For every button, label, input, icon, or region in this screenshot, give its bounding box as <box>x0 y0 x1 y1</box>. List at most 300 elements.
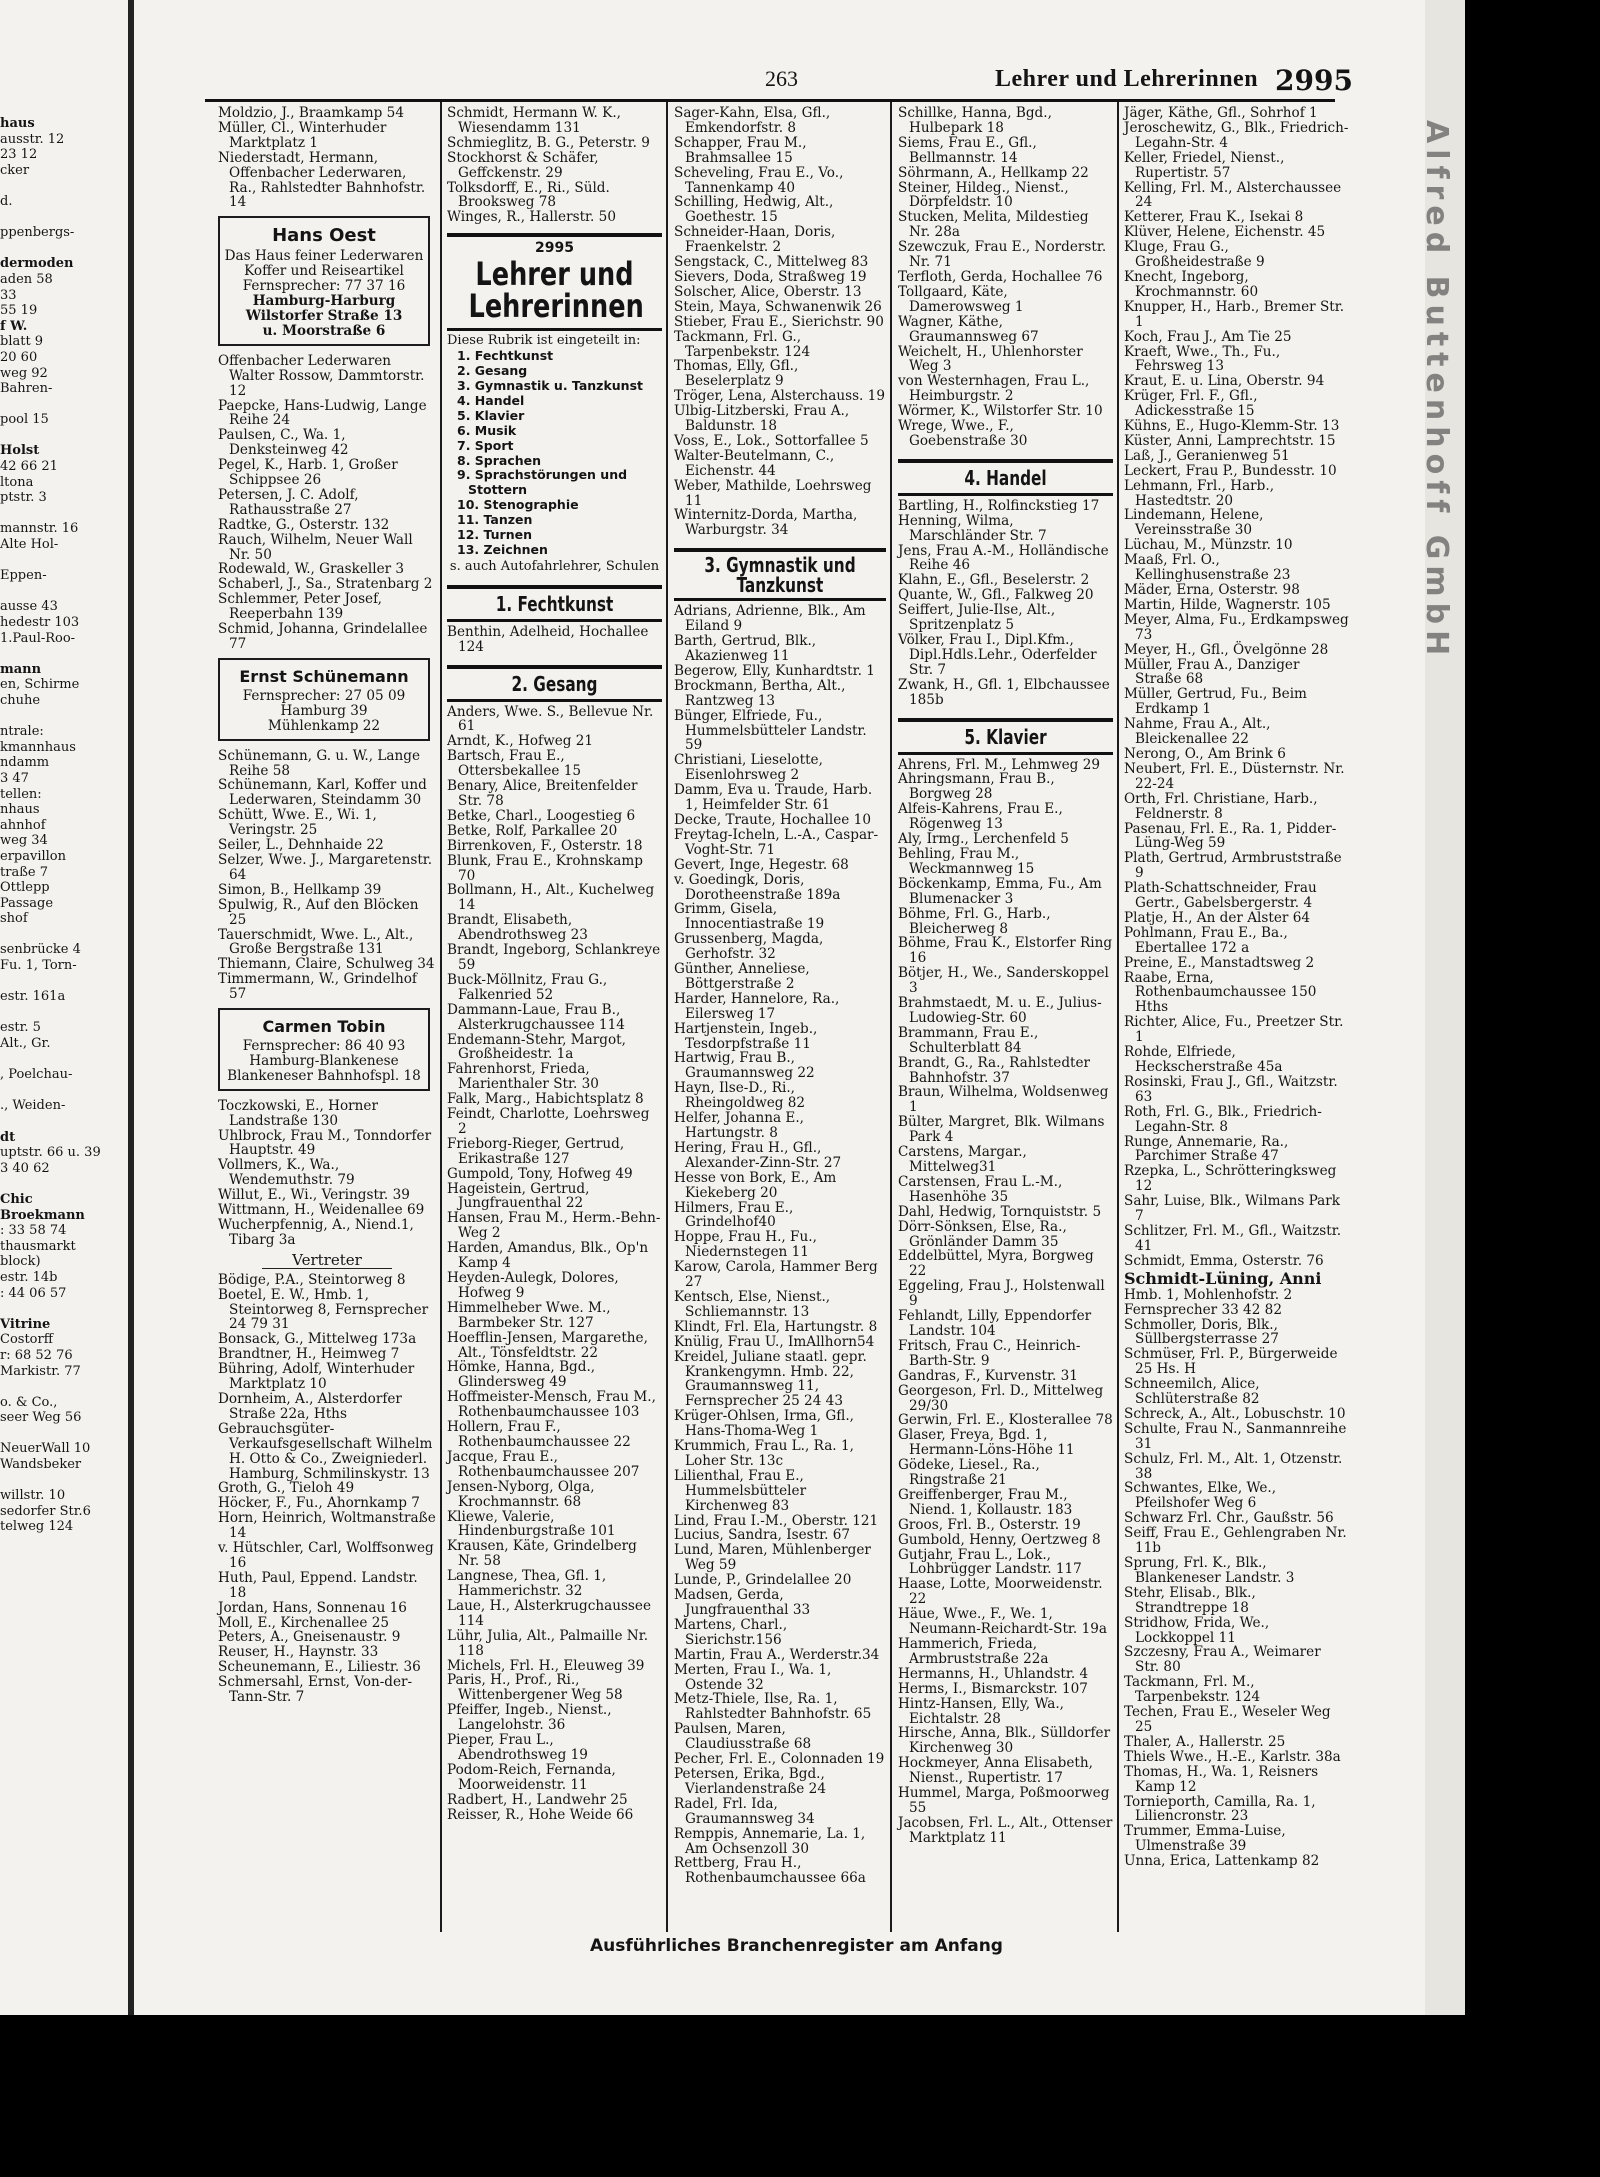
directory-entry: Schlitzer, Frl. M., Gfl., Waitzstr. 41 <box>1124 1222 1342 1254</box>
cropped-entry: ausstr. 12 <box>0 131 65 147</box>
directory-entry: Plath, Gertrud, Armbruststraße 9 <box>1124 850 1342 882</box>
section-banner <box>674 548 886 601</box>
ad-carmen-tobin <box>218 1008 430 1091</box>
directory-entry: Herms, I., Bismarckstr. 107 <box>898 1680 1088 1697</box>
directory-entry: Greiffenberger, Frau M., Niend. 1, Kollaustr. 183 <box>898 1486 1073 1518</box>
directory-entry: Meyer, Alma, Fu., Erdkampsweg 73 <box>1124 611 1349 643</box>
directory-entry: Kentsch, Else, Nienst., Schliemannstr. 13 <box>674 1288 831 1320</box>
cropped-entry: r: 68 52 76 <box>0 1347 73 1363</box>
directory-entry: Aly, Irmg., Lerchenfeld 5 <box>898 831 1069 848</box>
directory-entry: Schünemann, Karl, Koffer und Lederwaren, Steindamm 30 <box>218 777 427 809</box>
cropped-entry: estr. 14b <box>0 1269 58 1285</box>
cropped-entry <box>0 397 126 413</box>
directory-entry: Bonsack, G., Mittelweg 173a <box>218 1331 417 1348</box>
directory-entry: Platje, H., An der Alster 64 <box>1124 909 1311 926</box>
cropped-entry: aden 58 <box>0 271 53 287</box>
column-4 <box>898 106 1113 1846</box>
directory-entry: Pecher, Frl. E., Colonnaden 19 <box>674 1751 885 1768</box>
cropped-entry: blatt 9 <box>0 334 44 350</box>
directory-entry: Brandt, Elisabeth, Abendrothsweg 23 <box>447 912 588 944</box>
toc-item: 7. Sport <box>457 437 514 453</box>
directory-entry: Decke, Traute, Hochallee 10 <box>674 811 871 828</box>
cropped-entry <box>0 241 126 257</box>
directory-entry: Nerong, O., Am Brink 6 <box>1124 745 1286 762</box>
cropped-entry: dermoden <box>0 256 74 272</box>
cropped-entry: hedestr 103 <box>0 615 80 630</box>
cropped-entry <box>0 1426 126 1442</box>
ad-line: Hamburg-Blankenese <box>249 1052 399 1069</box>
directory-entry: Müller, Cl., Winterhuder Marktplatz 1 <box>218 119 387 151</box>
directory-entry: Benary, Alice, Breitenfelder Str. 78 <box>447 778 638 809</box>
cropped-entry: ptstr. 3 <box>0 490 47 506</box>
directory-entry: Schreck, A., Alt., Lobuschstr. 10 <box>1124 1405 1346 1422</box>
directory-entry: Harder, Hannelore, Ra., Eilersweg 17 <box>674 990 840 1022</box>
directory-entry: Winternitz-Dorda, Martha, Warburgstr. 34 <box>674 507 858 539</box>
running-title: Lehrer und Lehrerinnen <box>995 66 1259 92</box>
directory-entry: Böckenkamp, Emma, Fu., Am Blumenacker 3 <box>898 875 1102 907</box>
directory-entry: Pegel, K., Harb. 1, Großer Schippsee 26 <box>218 457 398 489</box>
directory-entry: Krummich, Frau L., Ra. 1, Loher Str. 13c <box>674 1438 854 1469</box>
directory-entry: Schmid, Johanna, Grindelallee 77 <box>218 621 428 652</box>
directory-entry: Söhrmann, A., Hellkamp 22 <box>898 164 1089 181</box>
ad-line: Koffer und Reiseartikel <box>244 263 404 280</box>
directory-entry: Böhme, Frau K., Elstorfer Ring 16 <box>898 935 1113 967</box>
directory-entry: Selzer, Wwe. J., Margaretenstr. 64 <box>218 851 433 883</box>
directory-entry: Harden, Amandus, Blk., Op'n Kamp 4 <box>447 1240 649 1272</box>
section-heading: 3. Gymnastik und Tanzkunst <box>704 553 856 598</box>
ad-line: Fernsprecher: 27 05 09 <box>242 687 406 704</box>
directory-entry: Horn, Heinrich, Woltmanstraße 14 <box>218 1510 436 1542</box>
directory-entry: Lunde, P., Grindelallee 20 <box>674 1572 852 1589</box>
directory-entry: Brockmann, Bertha, Alt., Rantzweg 13 <box>674 677 846 709</box>
directory-entry: Maaß, Frl. O., Kellinghusenstraße 23 <box>1124 552 1291 584</box>
directory-entry: Häue, Wwe., F., We. 1, Neumann-Reichardt-Str. 19a <box>898 1606 1107 1638</box>
cropped-entry: ltona <box>0 474 34 490</box>
directory-entry: Knecht, Ingeborg, Krochmannstr. 60 <box>1124 268 1259 300</box>
cropped-entry: ausse 43 <box>0 599 58 615</box>
cropped-entry: traße 7 <box>0 864 48 880</box>
directory-entry: Brandt, Ingeborg, Schlankreye 59 <box>447 942 661 973</box>
toc-item: 12. Turnen <box>457 527 532 543</box>
directory-entry: Rettberg, Frau H., Rothenbaumchaussee 66a <box>674 1855 866 1887</box>
page-header <box>135 64 1353 97</box>
toc-item: 4. Handel <box>457 392 525 408</box>
directory-entry: Lehmann, Frl., Harb., Hastedtstr. 20 <box>1124 477 1275 509</box>
cropped-entry: Eppen- <box>0 568 47 584</box>
directory-entry: Kliewe, Valerie, Hindenburgstraße 101 <box>447 1508 616 1540</box>
cropped-entry: ppenbergs- <box>0 225 75 241</box>
directory-entry: Martin, Frau A., Werderstr.34 <box>674 1646 880 1663</box>
directory-entry: Brahmstaedt, M. u. E., Julius-Ludowieg-Str. 60 <box>898 995 1102 1026</box>
directory-entry: Techen, Frau E., Weseler Weg 25 <box>1124 1704 1331 1735</box>
directory-entry: Paris, H., Prof., Ri., Wittenbergener Weg 58 <box>447 1672 623 1704</box>
directory-entry: Lilienthal, Frau E., Hummelsbütteler Kirchenweg 83 <box>674 1467 807 1514</box>
cropped-entry: Costorff <box>0 1332 53 1348</box>
directory-entry: Pohlmann, Frau E., Ba., Ebertallee 172 a <box>1124 924 1288 956</box>
directory-entry: Fahrenhorst, Frieda, Marienthaler Str. 30 <box>447 1061 599 1093</box>
directory-entry: Tauerschmidt, Wwe. L., Alt., Große Bergstraße 131 <box>218 926 414 958</box>
cropped-entry: Markistr. 77 <box>0 1363 81 1379</box>
directory-entry: Hollern, Frau F., Rothenbaumchaussee 22 <box>447 1419 631 1450</box>
directory-entry: Solscher, Alice, Oberstr. 13 <box>674 283 862 300</box>
directory-entry: Schneider-Haan, Doris, Fraenkelstr. 2 <box>674 224 836 256</box>
cropped-entry: Vitrine <box>0 1316 51 1332</box>
directory-entry: Martens, Charl., Sierichstr.156 <box>674 1616 788 1648</box>
directory-entry: Grussenberg, Magda, Gerhofstr. 32 <box>674 931 824 963</box>
directory-entry: Hintz-Hansen, Elly, Wa., Eichtalstr. 28 <box>898 1695 1064 1727</box>
cropped-entry: ., Weiden- <box>0 1098 66 1114</box>
section-banner <box>898 459 1113 496</box>
directory-entry: Paepcke, Hans-Ludwig, Lange Reihe 24 <box>218 397 427 429</box>
directory-entry: Sahr, Luise, Blk., Wilmans Park 7 <box>1124 1193 1340 1225</box>
directory-entry: Moll, E., Kirchenallee 25 <box>218 1614 390 1631</box>
cropped-entry: Broekmann <box>0 1207 85 1223</box>
directory-entry: Krüger-Ohlsen, Irma, Gfl., Hans-Thoma-Weg 1 <box>674 1408 854 1440</box>
directory-entry: Hermanns, H., Uhlandstr. 4 <box>898 1665 1089 1682</box>
directory-entry: Tornieporth, Camilla, Ra. 1, Liliencronstr. 23 <box>1124 1793 1316 1825</box>
ad-ernst-schuenemann <box>218 658 430 741</box>
directory-entry: Betke, Charl., Loogestieg 6 <box>447 807 636 824</box>
directory-entry: Stehr, Elisab., Blk., Strandtreppe 18 <box>1124 1584 1256 1616</box>
directory-entry: Lund, Maren, Mühlenberger Weg 59 <box>674 1542 871 1574</box>
directory-entry: Adrians, Adrienne, Blk., Am Eiland 9 <box>674 603 866 635</box>
cropped-entry <box>0 428 126 444</box>
cropped-entry: 42 66 21 <box>0 459 58 475</box>
column-divider <box>440 102 442 1932</box>
directory-entry: Moldzio, J., Braamkamp 54 <box>218 105 404 121</box>
directory-entry: Bödige, P.A., Steintorweg 8 <box>218 1271 406 1288</box>
directory-entry: Laue, H., Alsterkrugchaussee 114 <box>447 1597 651 1629</box>
directory-entry: Schmidt, Hermann W. K., Wiesendamm 131 <box>447 105 621 136</box>
cropped-entry <box>0 178 126 194</box>
cropped-entry: cker <box>0 162 30 178</box>
directory-entry: Lucius, Sandra, Isestr. 67 <box>674 1527 851 1544</box>
cropped-entry <box>0 1379 126 1395</box>
directory-entry: Orth, Frl. Christiane, Harb., Feldnerstr. 8 <box>1124 790 1318 822</box>
directory-entry: Meyer, H., Gfl., Övelgönne 28 <box>1124 641 1329 658</box>
ad-title: Carmen Tobin <box>262 1017 386 1037</box>
cropped-entry: dt <box>0 1129 16 1145</box>
directory-entry: Kühns, E., Hugo-Klemm-Str. 13 <box>1124 418 1340 435</box>
directory-entry: Knupper, H., Harb., Bremer Str. 1 <box>1124 298 1345 330</box>
directory-entry: Ulbig-Litzberski, Frau A., Baldunstr. 18 <box>674 403 850 435</box>
ad-title: Ernst Schünemann <box>239 666 409 686</box>
directory-entry: Schlemmer, Peter Josef, Reeperbahn 139 <box>218 591 382 623</box>
directory-entry: Böhme, Frl. G., Harb., Bleicherweg 8 <box>898 905 1051 937</box>
cropped-entry: erpavillon <box>0 848 66 864</box>
directory-entry: Hockmeyer, Anna Elisabeth, Nienst., Rupertistr. 17 <box>898 1755 1093 1787</box>
directory-entry: Stridhow, Frida, We., Lockkoppel 11 <box>1124 1614 1270 1646</box>
column-3 <box>674 106 886 1886</box>
directory-entry: Huth, Paul, Eppend. Landstr. 18 <box>218 1569 418 1601</box>
directory-entry: Gödeke, Liesel., Ra., Ringstraße 21 <box>898 1457 1040 1489</box>
column-divider <box>666 102 668 1932</box>
cropped-entry <box>0 506 126 522</box>
directory-entry: Buck-Möllnitz, Frau G., Falkenried 52 <box>447 971 608 1003</box>
directory-entry: Schütt, Wwe. E., Wi. 1, Veringstr. 25 <box>218 807 377 839</box>
directory-entry: Neubert, Frl. E., Düsternstr. Nr. 22-24 <box>1124 760 1345 792</box>
directory-entry: Rodewald, W., Graskeller 3 <box>218 561 405 578</box>
directory-entry: Schmersahl, Ernst, Von-der-Tann-Str. 7 <box>218 1674 413 1706</box>
directory-entry: Podom-Reich, Fernanda, Moorweidenstr. 11 <box>447 1761 616 1793</box>
cropped-entry: kmannhaus <box>0 739 76 755</box>
toc-item: 9. Sprachstörungen und Stottern <box>457 467 628 498</box>
directory-entry: Kraut, E. u. Lina, Oberstr. 94 <box>1124 373 1325 390</box>
directory-entry: Hoffmeister-Mensch, Frau M., Rothenbaumchaussee 103 <box>447 1389 656 1421</box>
directory-entry: Kelling, Frl. M., Alsterchaussee 24 <box>1124 179 1342 211</box>
directory-entry: Damm, Eva u. Traude, Harb. 1, Heimfelder Str. 61 <box>674 782 873 814</box>
directory-entry: Laß, J., Geranienweg 51 <box>1124 447 1290 464</box>
directory-entry: Knülig, Frau U., ImAllhorn54 <box>674 1333 875 1350</box>
directory-entry: Groos, Frl. B., Osterstr. 19 <box>898 1516 1081 1533</box>
directory-entry: Schulte, Frau N., Sanmannreihe 31 <box>1124 1420 1347 1452</box>
directory-entry: Radel, Frl. Ida, Graumannsweg 34 <box>674 1795 815 1827</box>
directory-entry: Jens, Frau A.-M., Holländische Reihe 46 <box>898 542 1109 574</box>
directory-entry: Hömke, Hanna, Bgd., Glindersweg 49 <box>447 1359 596 1391</box>
toc-item: 3. Gymnastik u. Tanzkunst <box>457 377 643 393</box>
cropped-entry: thausmarkt <box>0 1238 76 1254</box>
directory-entry: Wucherpfennig, A., Niend.1, Tibarg 3a <box>218 1217 414 1248</box>
directory-entry: Jordan, Hans, Sonnenau 16 <box>218 1599 407 1616</box>
cropped-entry <box>0 1473 126 1489</box>
directory-entry: Mäder, Erna, Osterstr. 98 <box>1124 582 1300 598</box>
directory-entry: Gandras, F., Kurvenstr. 31 <box>898 1367 1078 1384</box>
cropped-entry: Wandsbeker <box>0 1457 82 1473</box>
cropped-entry: Chic <box>0 1191 33 1207</box>
directory-entry: Schulz, Frl. M., Alt. 1, Otzenstr. 38 <box>1124 1450 1343 1482</box>
directory-entry: Jensen-Nyborg, Olga, Krochmannstr. 68 <box>447 1478 595 1510</box>
directory-entry: Schmieglitz, B. G., Peterstr. 9 <box>447 134 650 151</box>
section-number-banner: 2995 <box>535 240 574 257</box>
ad-line: Hamburg 39 <box>280 702 368 719</box>
directory-entry: Rzepka, L., Schrötteringksweg 12 <box>1124 1163 1337 1195</box>
directory-entry: Timmermann, W., Grindelhof 57 <box>218 971 417 1003</box>
section-number: 2995 <box>1275 64 1353 97</box>
cropped-entry: chuhe <box>0 692 41 708</box>
directory-entry: Szczesny, Frau A., Weimarer Str. 80 <box>1124 1644 1321 1676</box>
directory-entry: Gutjahr, Frau L., Lok., Lohbrügger Landstr. 117 <box>898 1546 1082 1578</box>
directory-entry: Hering, Frau H., Gfl., Alexander-Zinn-Str. 27 <box>674 1139 842 1171</box>
column-divider <box>890 102 892 1932</box>
directory-entry: Fritsch, Frau C., Heinrich-Barth-Str. 9 <box>898 1337 1081 1369</box>
directory-entry: Thiels Wwe., H.-E., Karlstr. 38a <box>1124 1748 1341 1765</box>
cropped-entry: nhaus <box>0 802 40 818</box>
directory-entry: Helfer, Johanna E., Hartungstr. 8 <box>674 1110 804 1141</box>
directory-entry: Hirsche, Anna, Blk., Sülldorfer Kirchenweg 30 <box>898 1725 1111 1757</box>
ad-title: Hans Oest <box>272 225 376 247</box>
directory-entry: Wrege, Wwe., F., Goebenstraße 30 <box>898 418 1028 449</box>
directory-entry: Arndt, K., Hofweg 21 <box>447 733 594 750</box>
cropped-entry: willstr. 10 <box>0 1488 66 1504</box>
directory-entry: Scheunemann, E., Liliestr. 36 <box>218 1659 421 1676</box>
directory-entry: Rosinski, Frau J., Gfl., Waitzstr. 63 <box>1124 1073 1338 1105</box>
cropped-entry: Ottlepp <box>0 880 50 896</box>
toc-item: 11. Tanzen <box>457 512 533 528</box>
directory-entry: Höcker, F., Fu., Ahornkamp 7 <box>218 1495 420 1512</box>
directory-entry: Voss, E., Lok., Sottorfallee 5 <box>674 432 869 449</box>
directory-entry: Dornheim, A., Alsterdorfer Straße 22a, Hths <box>218 1390 402 1422</box>
directory-entry: Gumbold, Henny, Oertzweg 8 <box>898 1531 1101 1548</box>
directory-entry: Blunk, Frau E., Krohnskamp 70 <box>447 852 643 884</box>
directory-entry: Müller, Gertrud, Fu., Beim Erdkamp 1 <box>1124 686 1307 718</box>
directory-entry: Rauch, Wilhelm, Neuer Wall Nr. 50 <box>218 531 413 563</box>
ad-hans-oest <box>218 216 430 345</box>
directory-entry: Carstensen, Frau L.-M., Hasenhöhe 35 <box>898 1173 1063 1205</box>
directory-entry: Wittmann, H., Weidenallee 69 <box>218 1202 425 1219</box>
directory-entry: Stein, Maya, Schwanenwik 26 <box>674 298 882 315</box>
directory-entry: Glaser, Freya, Bgd. 1, Hermann-Löns-Höhe 11 <box>898 1427 1075 1459</box>
left-cropped-column <box>0 116 126 1535</box>
directory-entry: Anders, Wwe. S., Bellevue Nr. 61 <box>447 703 654 735</box>
directory-entry: Plath-Schattschneider, Frau Gertr., Gabelsbergerstr. 4 <box>1124 880 1317 912</box>
directory-entry: Remppis, Annemarie, La. 1, Am Ochsenzoll 30 <box>674 1825 866 1857</box>
directory-entry: Brammann, Frau E., Schulterblatt 84 <box>898 1024 1039 1056</box>
directory-entry: Lind, Frau I.-M., Oberstr. 121 <box>674 1512 879 1529</box>
cropped-entry: pool 15 <box>0 412 49 428</box>
cropped-entry: 55 19 <box>0 303 38 319</box>
directory-entry: Langnese, Thea, Gfl. 1, Hammerichstr. 32 <box>447 1568 607 1600</box>
directory-entry: Schmüser, Frl. P., Bürgerweide 25 Hs. H <box>1124 1346 1338 1378</box>
directory-entry: Spulwig, R., Auf den Blöcken 25 <box>218 896 419 928</box>
directory-entry: Reisser, R., Hohe Weide 66 <box>447 1806 634 1823</box>
page-number: 263 <box>765 66 798 91</box>
directory-entry: Siems, Frau E., Gfl., Bellmannstr. 14 <box>898 134 1037 166</box>
cropped-entry: f W. <box>0 318 28 334</box>
cropped-entry: en, Schirme <box>0 677 80 693</box>
directory-entry: Terfloth, Gerda, Hochallee 76 <box>898 268 1103 285</box>
directory-entry: Radbert, H., Landwehr 25 <box>447 1791 628 1808</box>
see-also: s. auch Autofahrlehrer, Schulen <box>449 558 660 574</box>
directory-entry: Pieper, Frau L., Abendrothsweg 19 <box>447 1732 588 1763</box>
toc-item: 13. Zeichnen <box>457 541 548 557</box>
directory-entry: Freytag-Icheln, L.-A., Caspar-Voght-Str. 71 <box>674 826 879 858</box>
directory-entry: Krausen, Käte, Grindelberg Nr. 58 <box>447 1538 637 1570</box>
page-footer: Ausführliches Branchenregister am Anfang <box>590 1936 1003 1956</box>
directory-entry: Gumpold, Tony, Hofweg 49 <box>447 1165 633 1182</box>
section-banner <box>447 665 662 702</box>
cropped-entry: ntrale: <box>0 724 44 740</box>
directory-entry: Peters, A., Gneisenaustr. 9 <box>218 1629 401 1646</box>
directory-entry: Sievers, Doda, Straßweg 19 <box>674 268 867 285</box>
directory-entry: Radtke, G., Osterstr. 132 <box>218 516 390 533</box>
cropped-entry: Holst <box>0 443 40 459</box>
directory-entry: Hartwig, Frau B., Graumannsweg 22 <box>674 1050 815 1082</box>
directory-entry: Thomas, Elly, Gfl., Beselerplatz 9 <box>674 358 799 390</box>
toc-item: 6. Musik <box>457 422 517 438</box>
directory-entry: Bartsch, Frau E., Ottersbekallee 15 <box>447 748 582 780</box>
cropped-entry: : 44 06 57 <box>0 1285 67 1301</box>
directory-entry: Toczkowski, E., Horner Landstraße 130 <box>218 1097 378 1129</box>
directory-entry: Reuser, H., Haynstr. 33 <box>218 1644 379 1661</box>
directory-entry: Müller, Frau A., Danziger Straße 68 <box>1124 656 1300 688</box>
directory-entry: Dahl, Hedwig, Tornquiststr. 5 <box>898 1203 1102 1220</box>
ad-line: Blankeneser Bahnhofspl. 18 <box>227 1067 421 1084</box>
directory-entry: Klahn, E., Gfl., Beselerstr. 2 <box>898 572 1090 589</box>
directory-entry: Hageistein, Gertrud, Jungfrauenthal 22 <box>447 1180 590 1212</box>
directory-entry: Stockhorst & Schäfer, Geffckenstr. 29 <box>447 149 599 181</box>
directory-entry: Offenbacher Lederwaren Walter Rossow, Dammtorstr. 12 <box>218 352 425 399</box>
directory-entry: Alfeis-Kahrens, Frau E., Rögenweg 13 <box>898 801 1063 833</box>
cropped-entry: 20 60 <box>0 349 38 365</box>
toc-item: 1. Fechtkunst <box>457 348 554 364</box>
directory-entry: Hammerich, Frieda, Armbruststraße 22a <box>898 1636 1049 1667</box>
directory-entry: Bünger, Elfriede, Fu., Hummelsbütteler Landstr. 59 <box>674 707 867 754</box>
directory-entry: Bollmann, H., Alt., Kuchelweg 14 <box>447 882 655 914</box>
directory-entry: Endemann-Stehr, Margot, Großheidestr. 1a <box>447 1031 626 1063</box>
cropped-entry: weg 92 <box>0 365 48 381</box>
directory-entry: Stieber, Frau E., Sierichstr. 90 <box>674 313 884 330</box>
directory-entry: Tröger, Lena, Alsterchauss. 19 <box>674 388 885 405</box>
directory-entry: Madsen, Gerda, Jungfrauenthal 33 <box>674 1587 811 1618</box>
cropped-entry <box>0 1301 126 1317</box>
cropped-entry: weg 34 <box>0 833 48 849</box>
cropped-entry: 3 47 <box>0 770 29 786</box>
cropped-entry <box>0 1052 126 1068</box>
directory-entry: Pasenau, Frl. E., Ra. 1, Pidder-Lüng-Weg 59 <box>1124 820 1337 852</box>
directory-entry: Günther, Anneliese, Böttgerstraße 2 <box>674 961 810 992</box>
directory-entry: Falk, Marg., Habichtsplatz 8 <box>447 1091 644 1108</box>
directory-entry: Thomas, H., Wa. 1, Reisners Kamp 12 <box>1124 1763 1319 1795</box>
directory-entry: Hilmers, Frau E., Grindelhof40 <box>674 1199 794 1231</box>
directory-entry: Sengstack, C., Mittelweg 83 <box>674 254 869 271</box>
directory-entry: Hansen, Frau M., Herm.-Behn-Weg 2 <box>447 1210 661 1242</box>
directory-entry: Ahrens, Frl. M., Lehmweg 29 <box>898 756 1101 773</box>
directory-entry: Martin, Hilde, Wagnerstr. 105 <box>1124 596 1331 613</box>
directory-entry: Himmelheber Wwe. M., Barmbeker Str. 127 <box>447 1299 611 1331</box>
directory-entry: Scheveling, Frau E., Vo., Tannenkamp 40 <box>674 164 844 196</box>
cropped-entry: estr. 5 <box>0 1020 41 1036</box>
directory-entry: Walter-Beutelmann, C., Eichenstr. 44 <box>674 447 835 479</box>
section-big-title: Lehrer und Lehrerinnen <box>468 255 644 326</box>
directory-entry: Hmb. 1, Mohlenhofstr. 2 <box>1124 1286 1293 1303</box>
directory-entry: Schilling, Hedwig, Alt., Goethestr. 15 <box>674 194 834 226</box>
cropped-entry: mann <box>0 661 42 677</box>
directory-entry: Lüchau, M., Münzstr. 10 <box>1124 537 1293 554</box>
directory-entry: Henning, Wilma, Marschländer Str. 7 <box>898 512 1047 544</box>
section-banner <box>447 585 662 622</box>
cropped-entry <box>0 210 126 226</box>
directory-entry: Weichelt, H., Uhlenhorster Weg 3 <box>898 343 1083 375</box>
directory-entry: Benthin, Adelheid, Hochallee 124 <box>447 623 649 655</box>
directory-entry: Bülter, Margret, Blk. Wilmans Park 4 <box>898 1114 1105 1146</box>
directory-entry: Barth, Gertrud, Blk., Akazienweg 11 <box>674 633 817 664</box>
directory-entry: Hoefflin-Jensen, Margarethe, Alt., Tönsfeldtstr. 22 <box>447 1329 648 1361</box>
cropped-entry: ndamm <box>0 755 50 771</box>
ad-line: Fernsprecher: 77 37 16 <box>242 278 406 295</box>
directory-entry: v. Goedingk, Doris, Dorotheenstraße 189a <box>674 871 841 903</box>
directory-entry: Szewczuk, Frau E., Norderstr. Nr. 71 <box>898 239 1107 271</box>
directory-entry: v. Hütschler, Carl, Wolffsonweg 16 <box>218 1540 434 1571</box>
directory-entry: Wagner, Käthe, Graumannsweg 67 <box>898 313 1039 345</box>
cropped-entry: tellen: <box>0 786 42 802</box>
cropped-entry: senbrücke 4 <box>0 942 81 958</box>
cropped-entry <box>0 1114 126 1130</box>
section-banner <box>447 233 662 237</box>
cropped-entry <box>0 709 126 725</box>
directory-entry: Weber, Mathilde, Loehrsweg 11 <box>674 477 872 509</box>
directory-entry: Jeroschewitz, G., Blk., Friedrich-Legahn-Str. 4 <box>1124 119 1349 151</box>
section-heading: 4. Handel <box>964 465 1047 490</box>
directory-entry: Fehlandt, Lilly, Eppendorfer Landstr. 104 <box>898 1308 1092 1339</box>
directory-entry: Bartling, H., Rolfinckstieg 17 <box>898 497 1100 514</box>
cropped-entry: Fu. 1, Torn- <box>0 958 77 974</box>
cropped-entry: : 33 58 74 <box>0 1223 67 1239</box>
directory-entry: Schwarz Frl. Chr., Gaußstr. 56 <box>1124 1510 1334 1527</box>
edge-advertising-text: Alfred Buttenhoff GmbH <box>1419 120 1454 662</box>
directory-entry: Sprung, Frl. K., Blk., Blankeneser Landstr. 3 <box>1124 1555 1295 1586</box>
directory-entry: Quante, W., Gfl., Falkweg 20 <box>898 587 1094 604</box>
cropped-entry: o. & Co., <box>0 1394 58 1410</box>
